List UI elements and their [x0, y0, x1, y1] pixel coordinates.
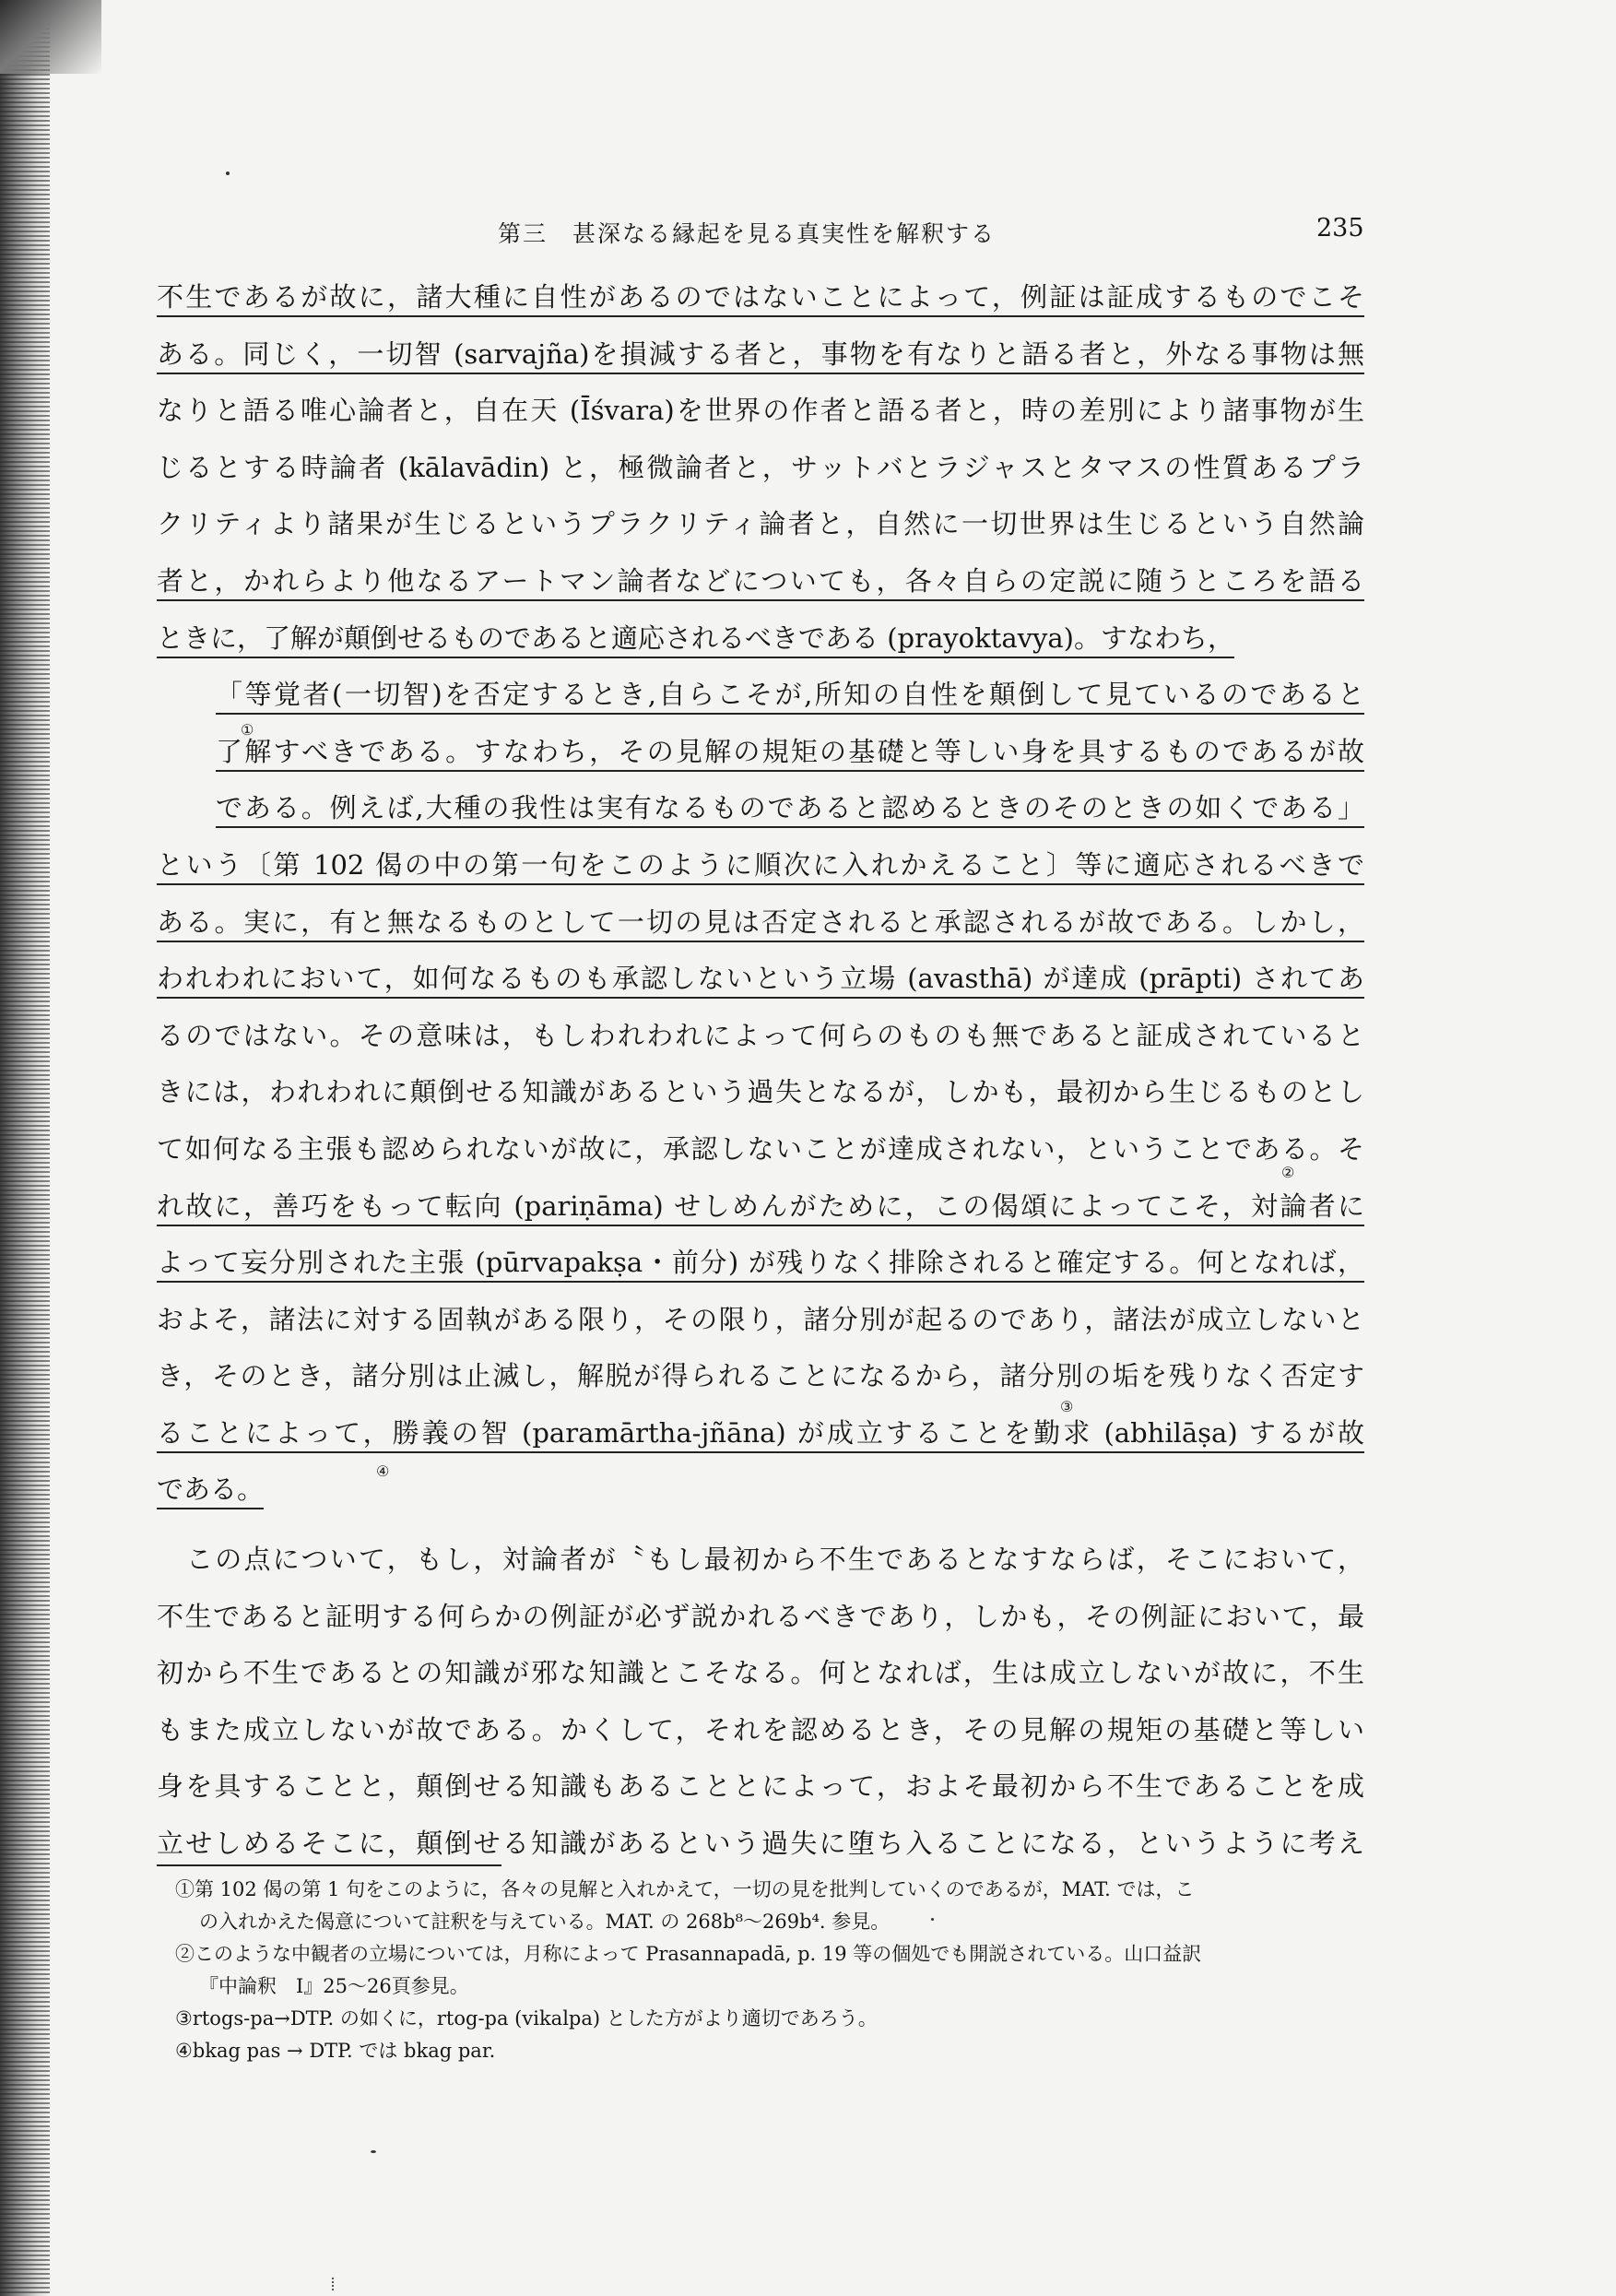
page-number: 235 [1316, 214, 1364, 243]
note-mark-2: ② [1281, 1164, 1295, 1181]
text-line [157, 1178, 1364, 1236]
text-line [157, 326, 1364, 384]
footnote-rule [157, 1864, 501, 1866]
scan-shadow-edge [0, 0, 50, 2296]
text-line-content: 初から不生であるとの知識が邪な知識とこそなる。何となれば，生は成立しないが故に，不生 [157, 1657, 1364, 1689]
footnote-line: 『中論釈 I』25〜26頁参見。 [199, 1975, 469, 1997]
text-line-content: という〔第 102 偈の中の第一句をこのように順次に入れかえること〕等に適応されるべきで [157, 849, 1364, 885]
footnote-line: の入れかえた偈意について註釈を与えている。MAT. の 268b⁸〜269b⁴. 参見。 [199, 1911, 891, 1933]
text-line [157, 383, 1364, 440]
footnote-line: ④bkag pas → DTP. では bkag par. [175, 2040, 496, 2062]
text-line [157, 553, 1364, 610]
scan-shadow-corner [0, 0, 101, 74]
text-line-content: るのではない。その意味は，もしわれわれによって何らのものも無であると証成されていると [157, 1019, 1364, 1051]
text-line [157, 1235, 1364, 1292]
text-line [157, 1121, 1364, 1178]
text-line [157, 440, 1364, 497]
scan-speck [226, 172, 230, 175]
chapter-title: 第三 甚深なる縁起を見る真実性を解釈する [498, 220, 997, 247]
text-line [157, 1758, 1364, 1816]
text-line [157, 667, 1364, 724]
running-header [0, 216, 1616, 253]
note-mark-1: ① [241, 721, 254, 739]
text-line [157, 837, 1364, 894]
footnote-line: ②このような中観者の立場については，月称によって Prasannapadā, p. 19 等の個処でも開説されている。山口益訳 [175, 1943, 1202, 1965]
text-line-content: よって妄分別された主張 (pūrvapakṣa・前分) が残りなく排除されると確定する。何となれば， [157, 1247, 1364, 1283]
text-line-content: である。 [157, 1473, 264, 1509]
text-line [157, 1702, 1364, 1759]
text-line-content: この点について，もし，対論者が〝もし最初から不生であるとなすならば，そこにおいて， [186, 1544, 1364, 1576]
text-line-content: 立せしめるそこに，顛倒せる知識があるという過失に堕ち入ることになる，というように考え [157, 1828, 1364, 1860]
text-line [157, 269, 1364, 326]
text-line-content: 身を具することと，顛倒せる知識もあることとによって，およそ最初から不生であることを成 [157, 1770, 1364, 1803]
text-line-content: ある。同じく，一切智 (sarvajña)を損減する者と，事物を有なりと語る者と，外なる事物は無 [157, 338, 1364, 374]
text-line [157, 951, 1364, 1008]
text-line [157, 496, 1364, 553]
text-line [157, 610, 1364, 668]
text-line [157, 1292, 1364, 1349]
text-line-content: 了解すべきである。すなわち，その見解の規矩の基礎と等しい身を具するものであるが故 [216, 736, 1364, 772]
text-line-content: て如何なる主張も認められないが故に，承認しないことが達成されない，ということである。そ [157, 1132, 1364, 1165]
text-line [157, 1645, 1364, 1702]
text-line-content: き，そのとき，諸分別は止滅し，解脱が得られることになるから，諸分別の垢を残りなく否定す [157, 1360, 1364, 1392]
text-line-content: もまた成立しないが故である。かくして，それを認めるとき，その見解の規矩の基礎と等しい [157, 1713, 1364, 1746]
footnote-line: ①第 102 偈の第 1 句をこのように，各々の見解と入れかえて，一切の見を批判していくのであるが，MAT. では，こ [175, 1878, 1195, 1900]
text-line-content: およそ，諸法に対する固執がある限り，その限り，諸分別が起るのであり，諸法が成立しないと [157, 1303, 1364, 1335]
text-line [157, 894, 1364, 952]
paragraph-gap [157, 1519, 1364, 1532]
text-line [157, 1462, 1364, 1519]
text-line-content: われわれにおいて，如何なるものも承認しないという立場 (avasthā) が達成 (prāpti) されてあ [157, 963, 1364, 999]
scan-bottom-mark [332, 2278, 997, 2290]
footnotes [175, 1874, 1364, 2067]
text-line-content: ときに，了解が顛倒せるものであると適応されるべきである (prayoktavya)。すなわち， [157, 622, 1234, 658]
text-line [157, 1348, 1364, 1405]
text-line-content: である。例えば,大種の我性は実有なるものであると認めるときのそのときの如くである」 [216, 792, 1364, 828]
note-mark-3: ③ [1060, 1398, 1074, 1415]
text-line-content: 「等覚者(一切智)を否定するとき,自らこそが,所知の自性を顛倒して見ているのであると [216, 679, 1364, 715]
text-line-content: クリティより諸果が生じるというプラクリティ論者と，自然に一切世界は生じるという自然論 [157, 508, 1364, 540]
footnote-line: ③rtogs-pa→DTP. の如くに，rtog-pa (vikalpa) とした方がより適切であろう。 [175, 2007, 878, 2030]
text-line [157, 724, 1364, 781]
text-line [157, 780, 1364, 837]
text-line-content: ることによって，勝義の智 (paramārtha-jñāna) が成立することを勤求 (abhilāṣa) するが故 [157, 1417, 1364, 1453]
text-line [157, 1532, 1364, 1589]
text-line-content: じるとする時論者 (kālavādin) と，極微論者と，サットバとラジャスとタマスの性質あるプラ [157, 451, 1364, 483]
text-line-content: れ故に，善巧をもって転向 (pariṇāma) せしめんがために，この偈頌によってこそ，対論者に [157, 1190, 1364, 1226]
text-line-content: ある。実に，有と無なるものとして一切の見は否定されると承認されるが故である。しかし， [157, 906, 1364, 942]
text-line [157, 1008, 1364, 1065]
text-line-content: 不生であるが故に，諸大種に自性があるのではないことによって，例証は証成するものでこそ [157, 281, 1364, 317]
text-line [157, 1589, 1364, 1646]
scan-speck [931, 1918, 934, 1921]
text-line-content: きには，われわれに顛倒せる知識があるという過失となるが，しかも，最初から生じるものとし [157, 1076, 1364, 1108]
text-line [157, 1064, 1364, 1121]
text-line [157, 1405, 1364, 1462]
main-text [157, 269, 1364, 1873]
scan-speck [371, 2150, 376, 2153]
text-line-content: 者と，かれらより他なるアートマン論者などについても，各々自らの定説に随うところを語る [157, 565, 1364, 601]
text-line-content: 不生であると証明する何らかの例証が必ず説かれるべきであり，しかも，その例証において，最 [157, 1600, 1364, 1632]
text-line-content: なりと語る唯心論者と，自在天 (Īśvara)を世界の作者と語る者と，時の差別により諸事物が生 [157, 395, 1364, 427]
note-mark-4: ④ [376, 1462, 390, 1480]
